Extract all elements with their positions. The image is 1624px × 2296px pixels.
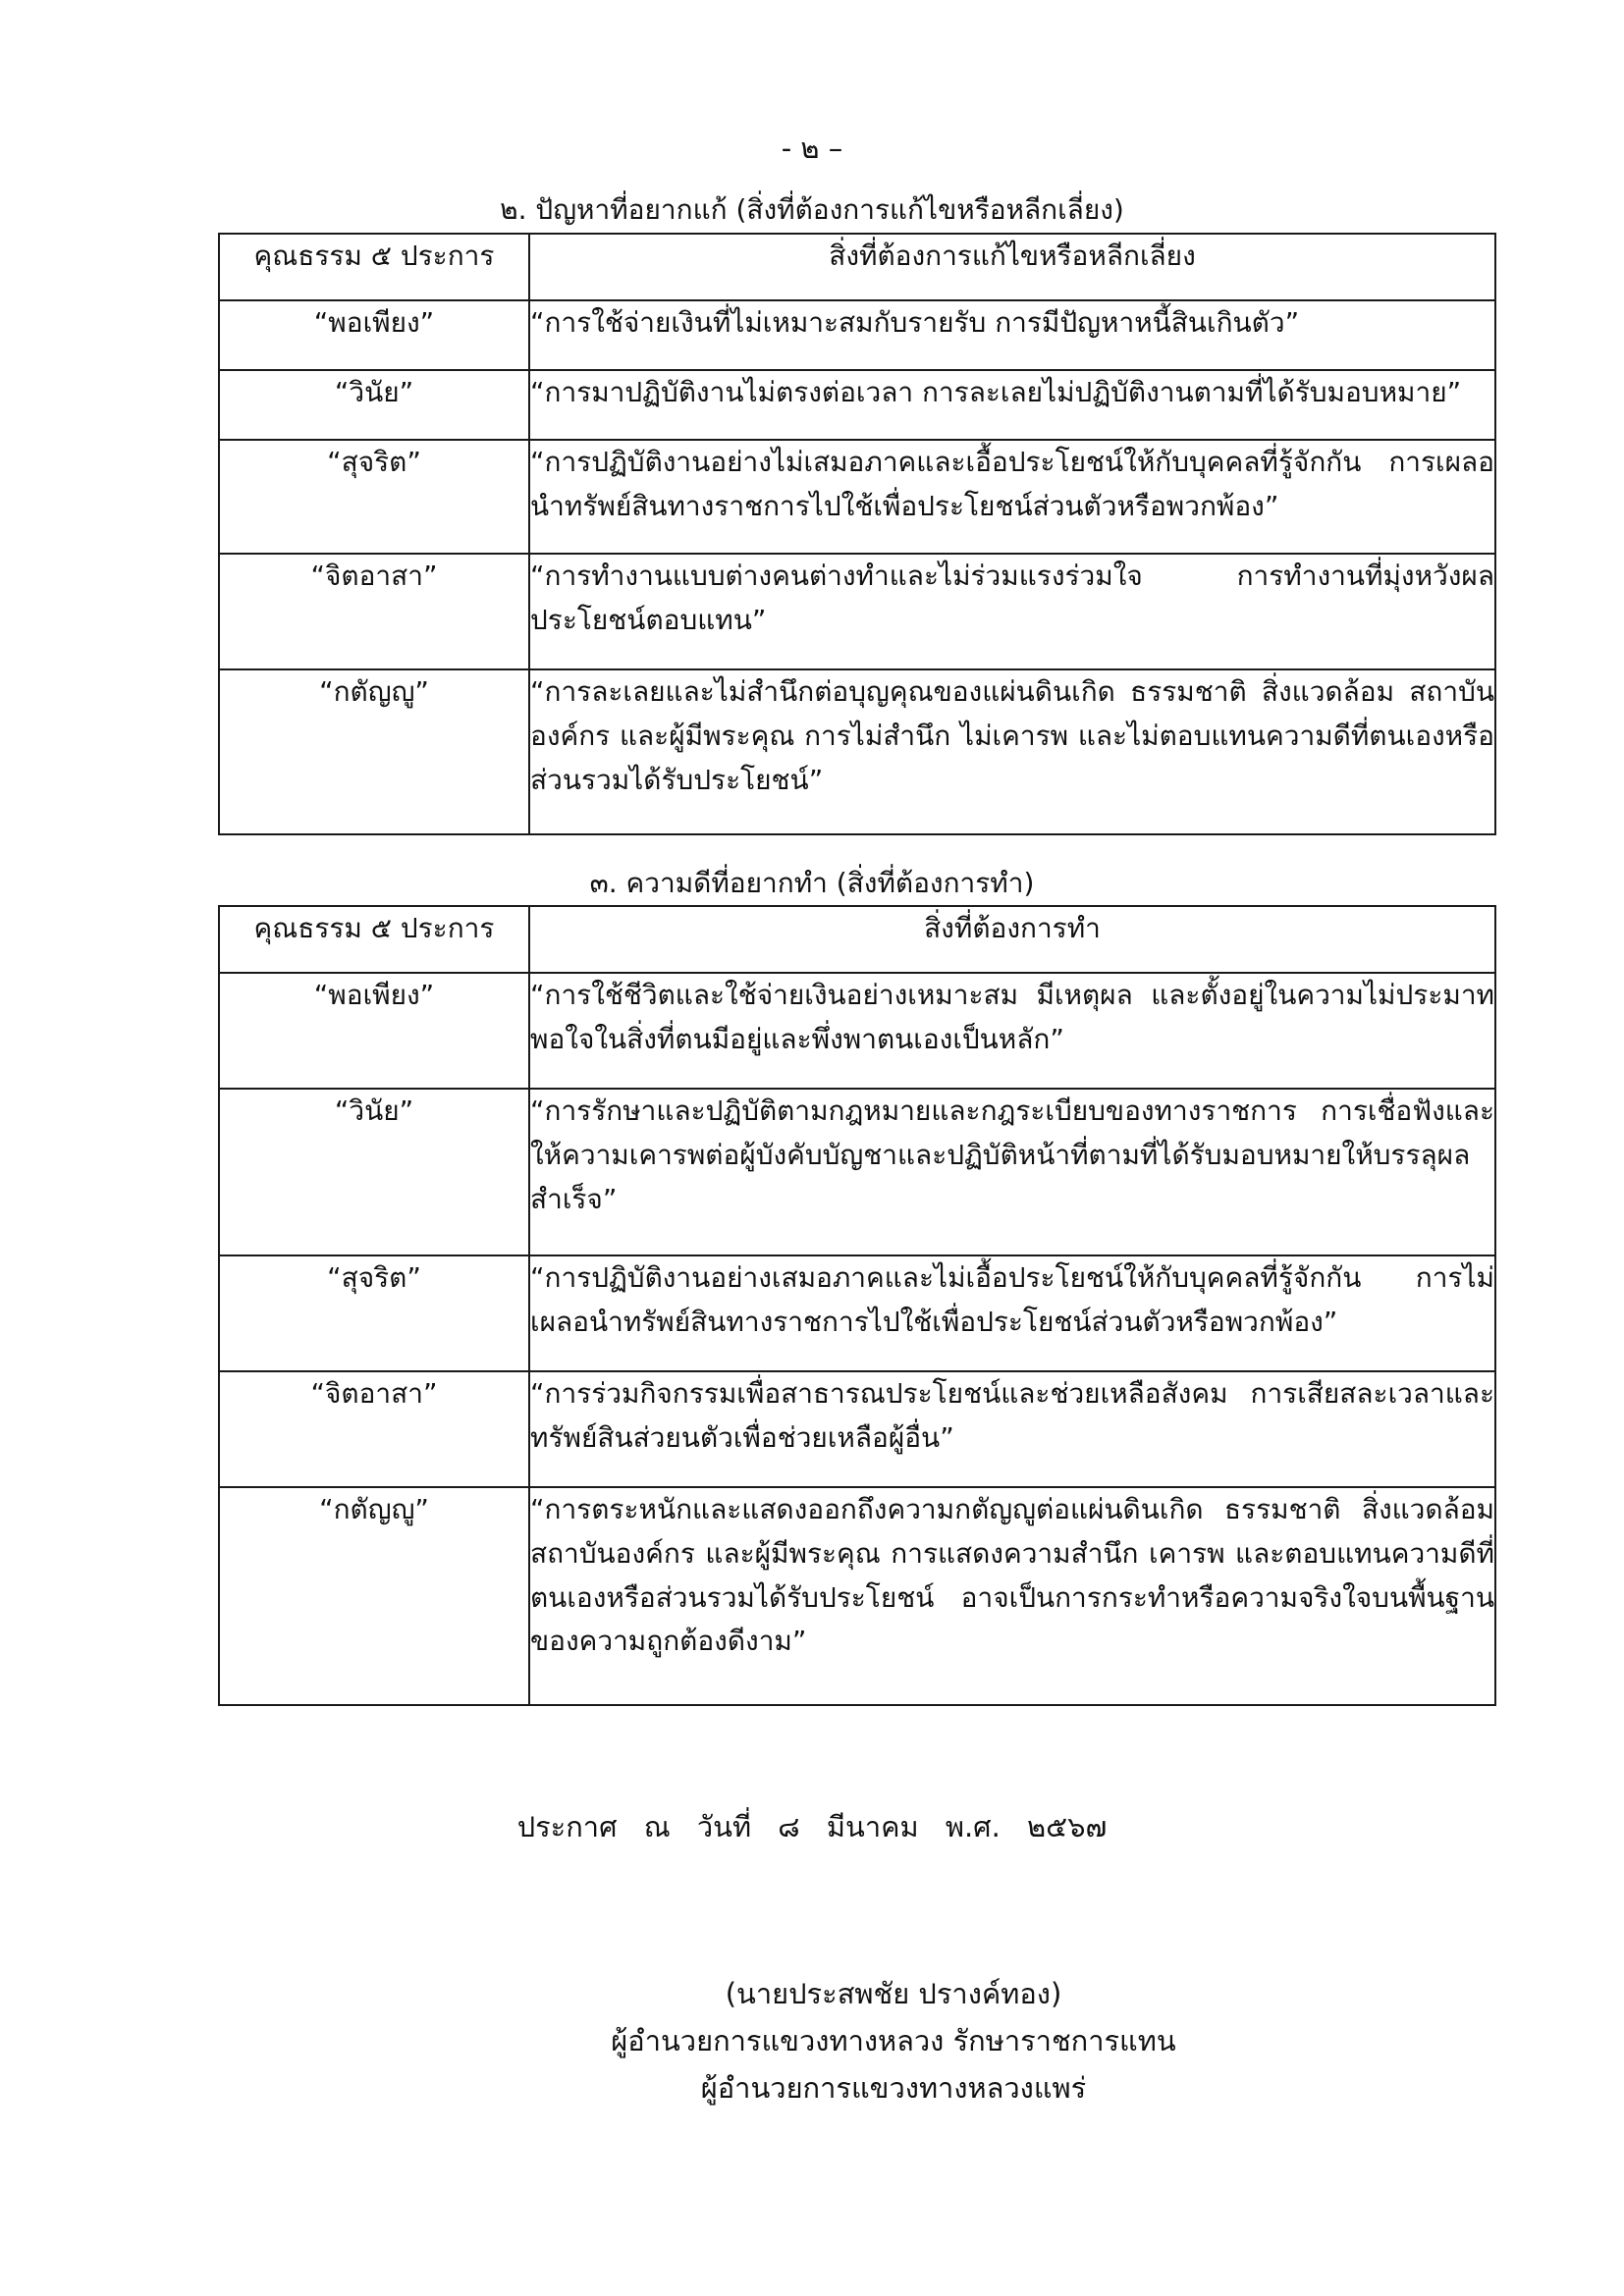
- section-3-title: ๓. ความดีที่อยากทำ (สิ่งที่ต้องการทำ): [589, 867, 1035, 899]
- table-header-row: [219, 234, 1495, 300]
- virtue-description: “การตระหนักและแสดงออกถึงความกตัญญูต่อแผ่นดินเกิด ธรรมชาติ สิ่งแวดล้อม สถาบันองค์กร และผู้มีพระคุณ การแสดงความสำนึก เคารพ และตอบแทนความดีที่ตนเองหรือส่วนรวมได้รับประโยชน์ อาจเป็นการกระทำหรือความจริงใจบนพื้นฐานของความถูกต้องดีงาม”: [529, 1487, 1495, 1705]
- table-header-row: [219, 906, 1495, 973]
- column-header-avoid: สิ่งที่ต้องการแก้ไขหรือหลีกเลี่ยง: [529, 234, 1495, 300]
- table-row: [219, 1089, 1495, 1255]
- table-row: [219, 973, 1495, 1089]
- table-row: [219, 300, 1495, 370]
- virtue-name: “สุจริต”: [219, 1255, 529, 1371]
- virtue-description: “การปฏิบัติงานอย่างเสมอภาคและไม่เอื้อประโยชน์ให้กับบุคคลที่รู้จักกัน การไม่เผลอนำทรัพย์สินทางราชการไปใช้เพื่อประโยชน์ส่วนตัวหรือพวกพ้อง”: [529, 1255, 1495, 1371]
- table-row: [219, 669, 1495, 834]
- signatory-position: ผู้อำนวยการแขวงทางหลวง รักษาราชการแทน: [611, 2023, 1176, 2057]
- column-header-virtue: คุณธรรม ๕ ประการ: [219, 906, 529, 973]
- virtue-name: “วินัย”: [219, 1089, 529, 1255]
- virtue-name: “จิตอาสา”: [219, 554, 529, 669]
- virtue-description: “การรักษาและปฏิบัติตามกฎหมายและกฎระเบียบของทางราชการ การเชื่อฟังและให้ความเคารพต่อผู้บังคับบัญชาและปฏิบัติหน้าที่ตามที่ได้รับมอบหมายให้บรรลุผลสำเร็จ”: [529, 1089, 1495, 1255]
- announcement-date: ประกาศ ณ วันที่ ๘ มีนาคม พ.ศ. ๒๕๖๗: [516, 1810, 1108, 1843]
- table-row: [219, 1255, 1495, 1371]
- signature-block: [550, 1971, 1237, 2112]
- virtue-name: “พอเพียง”: [219, 973, 529, 1089]
- table-row: [219, 440, 1495, 554]
- good-deeds-table: [218, 905, 1496, 1706]
- virtue-description: “การมาปฏิบัติงานไม่ตรงต่อเวลา การละเลยไม่ปฏิบัติงานตามที่ได้รับมอบหมาย”: [529, 370, 1495, 440]
- virtue-description: “การปฏิบัติงานอย่างไม่เสมอภาคและเอื้อประโยชน์ให้กับบุคคลที่รู้จักกัน การเผลอ นำทรัพย์สินทางราชการไปใช้เพื่อประโยชน์ส่วนตัวหรือพวกพ้อง”: [529, 440, 1495, 554]
- table-row: [219, 1487, 1495, 1705]
- virtue-name: “พอเพียง”: [219, 300, 529, 370]
- table-row: [219, 554, 1495, 669]
- virtue-name: “กตัญญู”: [219, 1487, 529, 1705]
- column-header-virtue: คุณธรรม ๕ ประการ: [219, 234, 529, 300]
- signatory-office: ผู้อำนวยการแขวงทางหลวงแพร่: [700, 2070, 1087, 2105]
- virtue-name: “วินัย”: [219, 370, 529, 440]
- virtue-description: “การทำงานแบบต่างคนต่างทำและไม่ร่วมแรงร่วมใจ การทำงานที่มุ่งหวังผลประโยชน์ตอบแทน”: [529, 554, 1495, 669]
- table-row: [219, 370, 1495, 440]
- signatory-name: (นายประสพชัย ปรางค์ทอง): [725, 1977, 1062, 2010]
- problems-table: [218, 233, 1496, 835]
- virtue-name: “สุจริต”: [219, 440, 529, 554]
- virtue-description: “การใช้จ่ายเงินที่ไม่เหมาะสมกับรายรับ การมีปัญหาหนี้สินเกินตัว”: [529, 300, 1495, 370]
- page-number: - ๒ –: [781, 132, 843, 165]
- column-header-todo: สิ่งที่ต้องการทำ: [529, 906, 1495, 973]
- section-2-title: ๒. ปัญหาที่อยากแก้ (สิ่งที่ต้องการแก้ไขหรือหลีกเลี่ยง): [500, 193, 1124, 226]
- virtue-description: “การใช้ชีวิตและใช้จ่ายเงินอย่างเหมาะสม มีเหตุผล และตั้งอยู่ในความไม่ประมาท พอใจในสิ่งที่ตนมีอยู่และพึ่งพาตนเองเป็นหลัก”: [529, 973, 1495, 1089]
- virtue-name: “กตัญญู”: [219, 669, 529, 834]
- virtue-name: “จิตอาสา”: [219, 1371, 529, 1487]
- virtue-description: “การละเลยและไม่สำนึกต่อบุญคุณของแผ่นดินเกิด ธรรมชาติ สิ่งแวดล้อม สถาบันองค์กร และผู้มีพระคุณ การไม่สำนึก ไม่เคารพ และไม่ตอบแทนความดีที่ตนเองหรือส่วนรวมได้รับประโยชน์”: [529, 669, 1495, 834]
- table-row: [219, 1371, 1495, 1487]
- virtue-description: “การร่วมกิจกรรมเพื่อสาธารณประโยชน์และช่วยเหลือสังคม การเสียสละเวลาและทรัพย์สินส่วยนตัวเพื่อช่วยเหลือผู้อื่น”: [529, 1371, 1495, 1487]
